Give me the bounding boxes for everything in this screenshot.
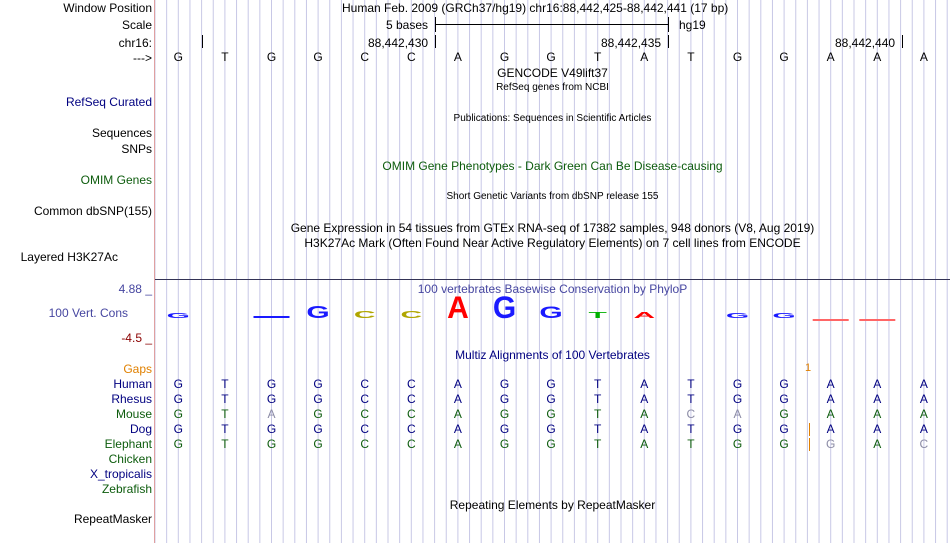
dbsnp-track-title[interactable]: Short Genetic Variants from dbSNP release 155 xyxy=(446,191,659,202)
alignment-base: G xyxy=(546,437,556,451)
alignment-base: A xyxy=(453,407,462,421)
gaps-label[interactable]: Gaps xyxy=(123,362,152,376)
alignment-base: G xyxy=(779,437,789,451)
alignment-base: A xyxy=(640,407,649,421)
alignment-base: G xyxy=(826,437,836,451)
species-label-elephant[interactable]: Elephant xyxy=(104,437,152,451)
scale-label: Scale xyxy=(121,18,152,32)
species-label-mouse[interactable]: Mouse xyxy=(115,407,152,421)
alignment-base: A xyxy=(919,422,928,436)
alignment-base: A xyxy=(826,422,835,436)
alignment-base: G xyxy=(313,407,323,421)
alignment-base: C xyxy=(686,407,696,421)
alignment-base: G xyxy=(266,422,277,436)
alignment-base: A xyxy=(453,422,462,436)
gap-marker: 1 xyxy=(805,362,812,374)
species-label-zebrafish[interactable]: Zebrafish xyxy=(101,482,152,496)
ruler-tick-3 xyxy=(902,35,903,48)
species-label-x_tropicalis[interactable]: X_tropicalis xyxy=(89,467,152,481)
alignment-base: T xyxy=(594,377,602,391)
reference-base: A xyxy=(919,50,928,64)
sequences-label[interactable]: Sequences xyxy=(91,126,152,140)
alignment-base: G xyxy=(732,392,743,406)
ruler-position-3: 88,442,440 xyxy=(835,36,896,50)
repeatmasker-label[interactable]: RepeatMasker xyxy=(73,512,152,526)
alignment-base: G xyxy=(173,437,183,451)
phylop-logo-letter: C xyxy=(353,309,376,321)
alignment-base: A xyxy=(873,377,882,391)
publications-track-title[interactable]: Publications: Sequences in Scientific Articles xyxy=(453,113,652,124)
alignment-base: G xyxy=(546,422,556,436)
omim-track-title[interactable]: OMIM Gene Phenotypes - Dark Green Can Be Disease-causing xyxy=(382,159,723,173)
reference-base: G xyxy=(266,50,277,64)
alignment-base: G xyxy=(732,437,743,451)
alignment-base: T xyxy=(221,422,229,436)
alignment-base: T xyxy=(594,437,602,451)
alignment-base: A xyxy=(873,422,882,436)
layered-h3k27ac-label[interactable]: Layered H3K27Ac xyxy=(20,250,118,264)
alignment-base: A xyxy=(919,392,928,406)
alignment-base: C xyxy=(360,422,370,436)
multiz-track-title[interactable]: Multiz Alignments of 100 Vertebrates xyxy=(455,348,650,362)
reference-base: A xyxy=(640,50,649,64)
alignment-base: T xyxy=(687,422,695,436)
scale-bar-text: 5 bases xyxy=(386,18,429,32)
reference-base: C xyxy=(406,50,416,64)
reference-base: G xyxy=(499,50,510,64)
alignment-base: A xyxy=(733,407,742,421)
phylop-min-value: -4.5 _ xyxy=(121,331,152,345)
phylop-logo-bar xyxy=(859,319,895,321)
alignment-base: G xyxy=(499,422,510,436)
alignment-base: A xyxy=(453,437,462,451)
alignment-base: G xyxy=(779,407,789,421)
scale-bar xyxy=(435,24,668,25)
conservation-separator xyxy=(155,279,950,280)
alignment-base: G xyxy=(779,392,789,406)
alignment-base: T xyxy=(594,422,602,436)
alignment-base: T xyxy=(221,407,229,421)
alignment-base: G xyxy=(173,407,183,421)
alignment-base: A xyxy=(640,437,649,451)
alignment-base: G xyxy=(173,422,183,436)
scale-bar-left-tick xyxy=(435,17,436,32)
reference-base: T xyxy=(594,50,602,64)
alignment-base: T xyxy=(221,392,229,406)
alignment-base: C xyxy=(406,392,416,406)
phylop-logo-bar xyxy=(813,319,849,321)
reference-base: A xyxy=(453,50,462,64)
alignment-base: G xyxy=(499,377,510,391)
alignment-base: C xyxy=(360,392,370,406)
reference-base: C xyxy=(360,50,370,64)
omim-genes-label[interactable]: OMIM Genes xyxy=(80,173,152,187)
alignment-base: C xyxy=(360,437,370,451)
alignment-base: G xyxy=(313,377,323,391)
alignment-base: A xyxy=(873,437,882,451)
alignment-base: A xyxy=(453,377,462,391)
phylop-logo xyxy=(155,296,950,332)
alignment-base: C xyxy=(406,407,416,421)
window-position-label: Window Position xyxy=(63,1,152,15)
alignment-base: A xyxy=(267,407,276,421)
alignment-base: T xyxy=(594,407,602,421)
alignment-base: T xyxy=(594,392,602,406)
alignment-base: T xyxy=(687,392,695,406)
chrom-label: chr16: xyxy=(118,36,152,50)
insertion-marker xyxy=(809,438,810,451)
phylop-logo-letter: T xyxy=(588,310,607,320)
alignment-base: G xyxy=(313,422,323,436)
alignment-base: G xyxy=(266,392,277,406)
alignment-base: G xyxy=(732,377,743,391)
ruler-tick-0 xyxy=(202,35,203,48)
reference-sequence-row xyxy=(0,50,950,64)
reference-base: G xyxy=(173,50,183,64)
alignment-base: G xyxy=(546,377,556,391)
alignment-base: T xyxy=(221,377,229,391)
alignment-base: A xyxy=(919,377,928,391)
alignment-base: T xyxy=(687,437,695,451)
db-label: hg19 xyxy=(679,18,706,32)
alignment-base: A xyxy=(453,392,462,406)
alignment-base: A xyxy=(826,392,835,406)
alignment-base: G xyxy=(732,422,743,436)
alignment-base: A xyxy=(826,377,835,391)
reference-base: A xyxy=(826,50,835,64)
alignment-base: G xyxy=(266,377,277,391)
alignment-base: G xyxy=(779,377,789,391)
phylop-max-value: 4.88 _ xyxy=(118,282,152,296)
reference-base: T xyxy=(221,50,229,64)
insertion-marker xyxy=(809,423,810,436)
snps-label[interactable]: SNPs xyxy=(121,142,152,156)
phylop-logo-letter: G xyxy=(166,311,190,320)
reference-base: T xyxy=(687,50,695,64)
alignment-base: G xyxy=(779,422,789,436)
phylop-logo-letter: G xyxy=(306,302,330,323)
phylop-logo-bar xyxy=(254,316,290,318)
phylop-logo-letter: G xyxy=(725,311,750,320)
h3k27ac-track-title[interactable]: H3K27Ac Mark (Often Found Near Active Regulatory Elements) on 7 cell lines from ENCODE xyxy=(304,236,801,250)
alignment-base: G xyxy=(499,392,510,406)
alignment-base: G xyxy=(173,392,183,406)
species-label-chicken[interactable]: Chicken xyxy=(108,452,152,466)
alignment-base: T xyxy=(221,437,229,451)
species-label-human[interactable]: Human xyxy=(113,377,152,391)
alignment-base: T xyxy=(687,377,695,391)
alignment-base: C xyxy=(360,377,370,391)
reference-base: A xyxy=(873,50,882,64)
ruler-position-2: 88,442,435 xyxy=(601,36,662,50)
alignment-base: G xyxy=(313,437,323,451)
phylop-logo-letter: A xyxy=(633,310,656,320)
alignment-base: G xyxy=(266,437,277,451)
ruler-tick-1 xyxy=(435,35,436,48)
alignment-base: A xyxy=(873,407,882,421)
phylop-logo-letter: A xyxy=(447,296,469,326)
reference-base: G xyxy=(546,50,556,64)
species-label-rhesus[interactable]: Rhesus xyxy=(111,392,152,406)
alignment-base: G xyxy=(173,377,183,391)
phylop-track-title[interactable]: 100 vertebrates Basewise Conservation by PhyloP xyxy=(417,282,688,296)
common-dbsnp-label[interactable]: Common dbSNP(155) xyxy=(33,204,152,218)
alignment-base: G xyxy=(546,407,556,421)
phylop-logo-letter: C xyxy=(400,309,423,321)
alignment-base: C xyxy=(406,437,416,451)
refseq-track-subtitle[interactable]: RefSeq genes from NCBI xyxy=(496,82,609,93)
phylop-logo-letter: G xyxy=(539,303,563,323)
alignment-base: A xyxy=(873,392,882,406)
reference-base: G xyxy=(732,50,743,64)
ruler-tick-2 xyxy=(668,35,669,48)
refseq-curated-label[interactable]: RefSeq Curated xyxy=(65,95,152,109)
phylop-logo-letter: G xyxy=(772,311,796,320)
alignment-base: A xyxy=(826,407,835,421)
repeatmasker-track-title[interactable]: Repeating Elements by RepeatMasker xyxy=(449,498,656,512)
alignment-base: C xyxy=(406,377,416,391)
alignment-base: G xyxy=(499,437,510,451)
phylop-logo-letter: G xyxy=(492,296,517,326)
alignment-base: A xyxy=(640,392,649,406)
alignment-base: G xyxy=(546,392,556,406)
gtex-track-title[interactable]: Gene Expression in 54 tissues from GTEx RNA-seq of 17382 samples, 948 donors (V8, Aug 2019) xyxy=(290,221,815,235)
reference-base: G xyxy=(779,50,789,64)
reference-base: G xyxy=(313,50,323,64)
strand-label: ---> xyxy=(133,51,152,65)
assembly-position-text: Human Feb. 2009 (GRCh37/hg19) chr16:88,442,425-88,442,441 (17 bp) xyxy=(342,1,729,15)
alignment-base: A xyxy=(919,407,928,421)
alignment-base: A xyxy=(640,422,649,436)
phylop-track-label[interactable]: 100 Vert. Cons xyxy=(48,306,128,320)
alignment-base: G xyxy=(313,392,323,406)
gencode-track-title[interactable]: GENCODE V49lift37 xyxy=(497,66,608,80)
alignment-base: G xyxy=(499,407,510,421)
alignment-base: C xyxy=(919,437,929,451)
species-label-dog[interactable]: Dog xyxy=(129,422,152,436)
alignment-base: A xyxy=(640,377,649,391)
ruler-position-1: 88,442,430 xyxy=(368,36,429,50)
alignment-base: C xyxy=(406,422,416,436)
alignment-base: C xyxy=(360,407,370,421)
scale-bar-right-tick xyxy=(668,17,669,32)
